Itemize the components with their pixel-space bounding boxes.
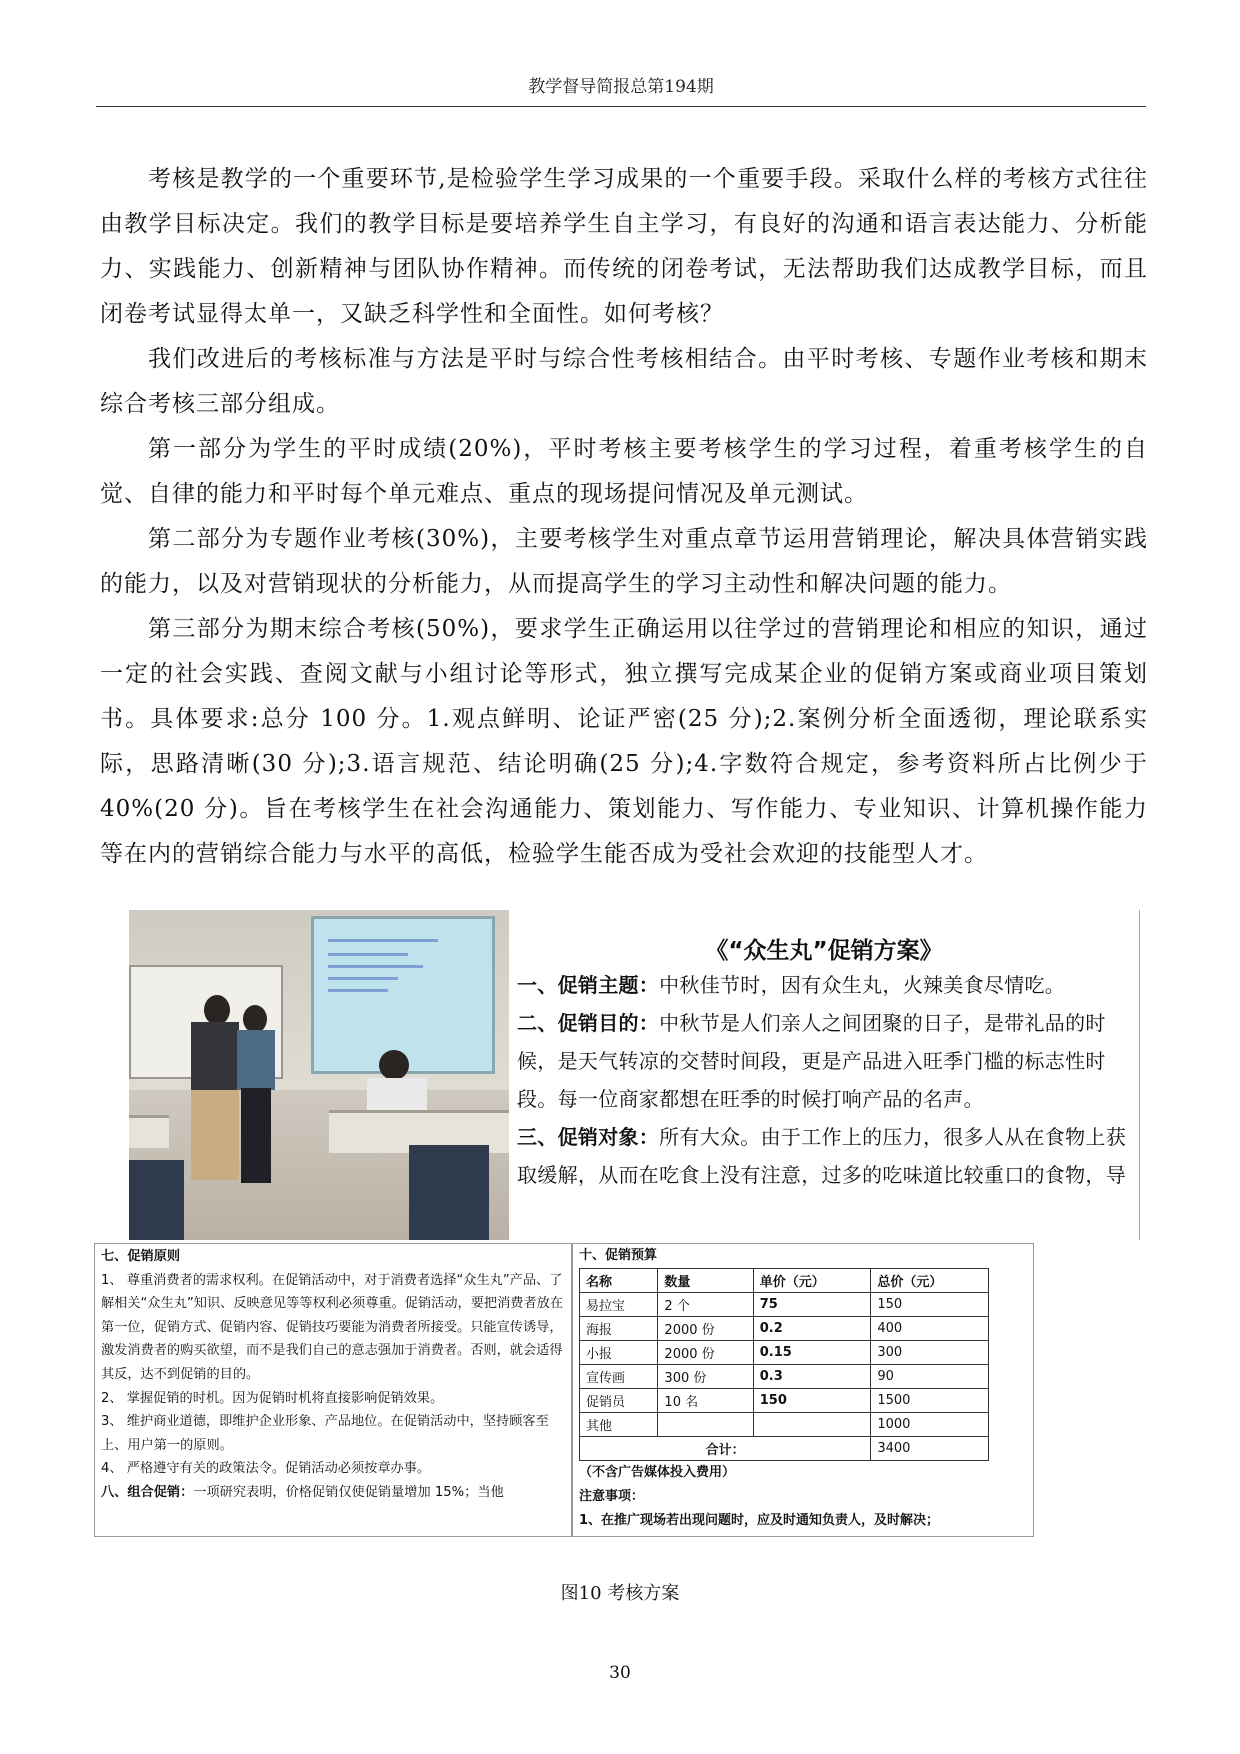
figure-assessment-plan [94, 910, 1174, 1560]
teacher [237, 1030, 275, 1090]
table-row: 促销员 10 名 150 1500 [580, 1389, 989, 1413]
principle-item: 1、 尊重消费者的需求权利。在促销活动中，对于消费者选择“众生丸”产品、了解相关“众生丸”知识、反映意见等等权利必须尊重。促销活动，要把消费者放在第一位，促销方式、促销内容、促销技巧要能为消费者所接受。只能宣传诱导，激发消费者的购买欲望，而不是我们自己的意志强加于消费者。否则，就会适得其反，达不到促销的目的。 [101, 1272, 564, 1382]
plan-item: 一、促销主题：中秋佳节时，因有众生丸，火辣美食尽情吃。 [517, 973, 1066, 997]
plan-item: 三、促销对象：所有大众。由于工作上的压力，很多人从在食物上获取缓解，从而在吃食上没有注意，过多的吃味道比较重口的食物，导 [517, 1125, 1127, 1187]
page-number: 30 [609, 1663, 631, 1683]
table-total-row: 合计： 3400 [580, 1437, 989, 1461]
principle-item: 3、 维护商业道德，即维护企业形象、产品地位。在促销活动中，坚持顾客至上、用户第一的原则。 [101, 1414, 549, 1453]
table-row: 其他 1000 [580, 1413, 989, 1437]
paragraph: 第三部分为期末综合考核(50%)，要求学生正确运用以往学过的营销理论和相应的知识，通过一定的社会实践、查阅文献与小组讨论等形式，独立撰写完成某企业的促销方案或商业项目策划书。具体要求:总分 100 分。1.观点鲜明、论证严密(25 分);2.案例分析全面透彻，理论联系实际，思路清晰(30 分);3.语言规范、结论明确(25 分);4.字数符合规定，参考资料所占比例少于 40%(20 分)。旨在考核学生在社会沟通能力、策划能力、写作能力、专业知识、计算机操作能力等在内的营销综合能力与水平的高低，检验学生能否成为受社会欢迎的技能型人才。 [100, 616, 1148, 867]
table-row: 易拉宝 2 个 75 150 [580, 1293, 989, 1317]
promotion-principles [94, 1243, 572, 1537]
promotion-budget [572, 1243, 1034, 1537]
header-divider [96, 106, 1146, 107]
paragraph: 我们改进后的考核标准与方法是平时与综合性考核相结合。由平时考核、专题作业考核和期末综合考核三部分组成。 [100, 346, 1148, 417]
page-header: 教学督导简报总第194期 [528, 77, 714, 97]
projector-screen [311, 916, 495, 1074]
principle-item: 2、 掌握促销的时机。因为促销时机将直接影响促销效果。 [101, 1390, 444, 1406]
budget-heading: 十、促销预算 [579, 1248, 658, 1263]
table-header-row: 名称 数量 单价（元） 总价（元） [580, 1269, 989, 1293]
figure-caption: 图10 考核方案 [560, 1583, 680, 1604]
notice-heading: 注意事项： [579, 1489, 645, 1504]
article-body [100, 157, 1148, 877]
plan-title: 《“众生丸”促销方案》 [705, 938, 943, 964]
budget-table [579, 1268, 989, 1461]
notice-item: 1、在推广现场若出现问题时，应及时通知负责人，及时解决； [579, 1513, 940, 1528]
paragraph: 第二部分为专题作业考核(30%)，主要考核学生对重点章节运用营销理论，解决具体营销实践的能力，以及对营销现状的分析能力，从而提高学生的学习主动性和解决问题的能力。 [100, 526, 1148, 597]
table-row: 小报 2000 份 0.15 300 [580, 1341, 989, 1365]
student-standing [191, 1022, 239, 1092]
plan-item: 二、促销目的：中秋节是人们亲人之间团聚的日子，是带礼品的时候，是天气转凉的交替时间段，更是产品进入旺季门槛的标志性时段。每一位商家都想在旺季的时候打响产品的名声。 [517, 1011, 1106, 1111]
table-row: 海报 2000 份 0.2 400 [580, 1317, 989, 1341]
table-row: 宣传画 300 份 0.3 90 [580, 1365, 989, 1389]
principle-item: 4、 严格遵守有关的政策法令。促销活动必须按章办事。 [101, 1461, 431, 1477]
combo-promotion: 八、组合促销：一项研究表明，价格促销仅使促销量增加 15%；当他 [101, 1484, 504, 1500]
promotion-plan-excerpt [509, 910, 1140, 1240]
paragraph: 第一部分为学生的平时成绩(20%)，平时考核主要考核学生的学习过程，着重考核学生的自觉、自律的能力和平时每个单元难点、重点的现场提问情况及单元测试。 [100, 436, 1148, 507]
paragraph: 考核是教学的一个重要环节,是检验学生学习成果的一个重要手段。采取什么样的考核方式往往由教学目标决定。我们的教学目标是要培养学生自主学习，有良好的沟通和语言表达能力、分析能力、实践能力、创新精神与团队协作精神。而传统的闭卷考试，无法帮助我们达成教学目标，而且闭卷考试显得太单一，又缺乏科学性和全面性。如何考核？ [100, 166, 1148, 327]
principles-heading: 七、促销原则 [101, 1249, 181, 1264]
classroom-photo [129, 910, 509, 1240]
budget-note: （不含广告媒体投入费用） [579, 1465, 736, 1480]
